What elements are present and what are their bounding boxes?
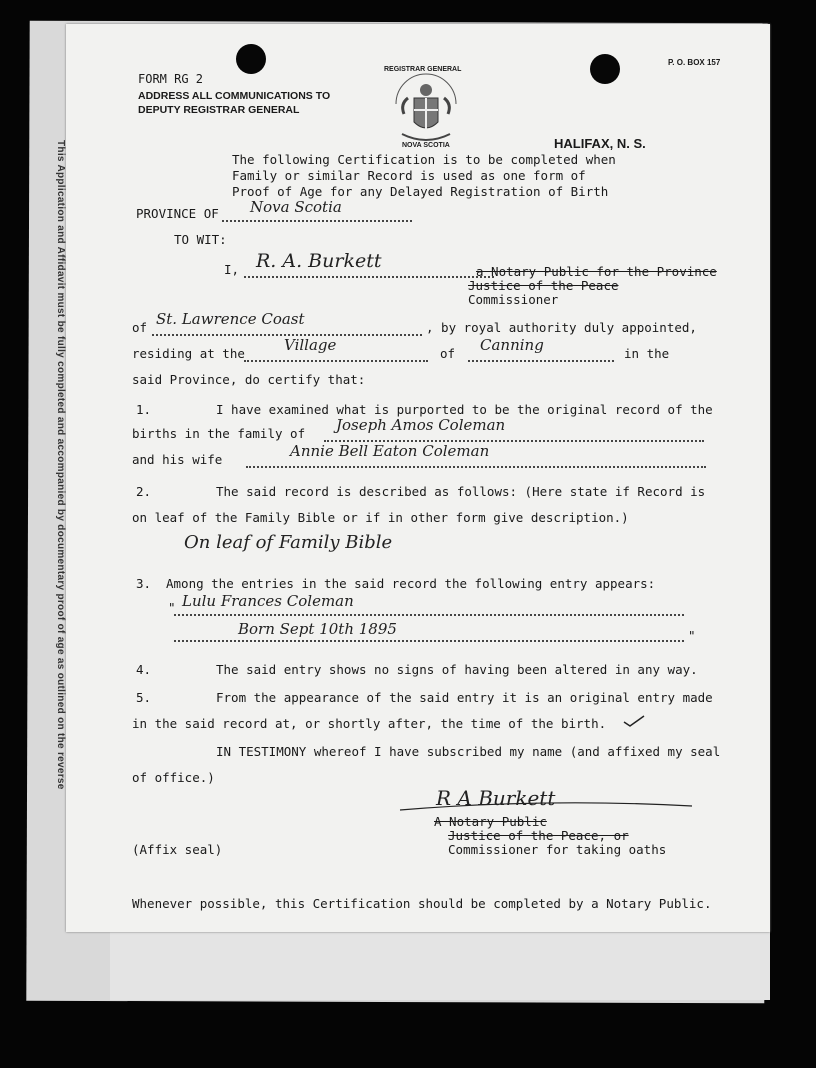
form-number: FORM RG 2 bbox=[138, 72, 204, 86]
appointed-text: , by royal authority duly appointed, bbox=[426, 320, 697, 335]
testimony-line-2: of office.) bbox=[132, 770, 215, 785]
province-value[interactable]: Nova Scotia bbox=[250, 198, 342, 216]
official-name[interactable]: R. A. Burkett bbox=[256, 250, 382, 272]
affix-seal-label: (Affix seal) bbox=[132, 842, 223, 857]
entry-dotted-line-1 bbox=[174, 614, 684, 616]
address-line-2: DEPUTY REGISTRAR GENERAL bbox=[138, 104, 300, 116]
county-value[interactable]: St. Lawrence Coast bbox=[156, 310, 305, 328]
item-2-line-1: The said record is described as follows: (Here state if Record is bbox=[216, 484, 706, 499]
province-dotted-line bbox=[222, 220, 412, 222]
signature[interactable]: R A Burkett bbox=[436, 786, 556, 810]
residence-dotted-line bbox=[244, 360, 428, 362]
certify-text: said Province, do certify that: bbox=[132, 372, 366, 387]
nova-scotia-seal-icon bbox=[390, 64, 462, 154]
wife-label: and his wife bbox=[132, 452, 223, 467]
item-5-line-1: From the appearance of the said entry it is an original entry made bbox=[216, 690, 713, 705]
item-4-text: The said entry shows no signs of having been altered in any way. bbox=[216, 662, 698, 677]
item-3-line-1: Among the entries in the said record the following entry appears: bbox=[166, 576, 656, 591]
official-dotted-line bbox=[244, 276, 494, 278]
entry-dotted-line-2 bbox=[174, 640, 684, 642]
residence-place[interactable]: Village bbox=[284, 336, 337, 354]
item-2-line-2: on leaf of the Family Bible or if in other form give description.) bbox=[132, 510, 629, 525]
record-description[interactable]: On leaf of Family Bible bbox=[184, 532, 393, 553]
signature-justice: Justice of the Peace, or bbox=[448, 828, 629, 843]
item-3-number: 3. bbox=[136, 576, 152, 591]
town-dotted-line bbox=[468, 360, 614, 362]
intro-line-3: Proof of Age for any Delayed Registration of Birth bbox=[232, 184, 609, 199]
to-wit-label: TO WIT: bbox=[174, 232, 227, 247]
item-1-number: 1. bbox=[136, 402, 152, 417]
item-5-number: 5. bbox=[136, 690, 152, 705]
po-box: P. O. BOX 157 bbox=[668, 58, 721, 67]
intro-line-2: Family or similar Record is used as one form of bbox=[232, 168, 586, 183]
close-quote: " bbox=[688, 628, 696, 643]
title-commissioner: Commissioner bbox=[468, 292, 559, 307]
intro-line-1: The following Certification is to be completed when bbox=[232, 152, 616, 167]
certification-form bbox=[66, 24, 770, 932]
item-2-number: 2. bbox=[136, 484, 152, 499]
backing-document-strip bbox=[110, 920, 770, 1000]
testimony-line-1: IN TESTIMONY whereof I have subscribed my name (and affixed my seal bbox=[216, 744, 721, 759]
seal-caption-bottom: NOVA SCOTIA bbox=[402, 142, 450, 149]
item-1-line-2: births in the family of bbox=[132, 426, 306, 441]
title-justice: Justice of the Peace bbox=[468, 278, 619, 293]
address-line-1: ADDRESS ALL COMMUNICATIONS TO bbox=[138, 90, 331, 102]
of-label: of bbox=[132, 320, 148, 335]
punch-hole-right bbox=[590, 54, 620, 84]
punch-hole-left bbox=[236, 44, 266, 74]
check-mark-icon bbox=[622, 714, 646, 728]
father-name[interactable]: Joseph Amos Coleman bbox=[336, 416, 506, 434]
open-quote: " bbox=[168, 600, 176, 615]
city-label: HALIFAX, N. S. bbox=[554, 136, 646, 151]
entry-line-1[interactable]: Lulu Frances Coleman bbox=[182, 592, 354, 610]
entry-line-2[interactable]: Born Sept 10th 1895 bbox=[238, 620, 397, 638]
province-label: PROVINCE OF bbox=[136, 206, 219, 221]
signature-flourish bbox=[396, 794, 696, 816]
title-notary: a Notary Public for the Province bbox=[476, 264, 717, 279]
i-label: I, bbox=[224, 262, 240, 277]
item-1-line-1: I have examined what is purported to be the original record of the bbox=[216, 402, 713, 417]
residing-label: residing at the bbox=[132, 346, 245, 361]
signature-notary: A Notary Public bbox=[434, 814, 547, 829]
seal-caption-top: REGISTRAR GENERAL bbox=[384, 66, 462, 73]
footer-note: Whenever possible, this Certification should be completed by a Notary Public. bbox=[132, 896, 712, 911]
mother-name[interactable]: Annie Bell Eaton Coleman bbox=[290, 442, 490, 460]
item-5-line-2: in the said record at, or shortly after, the time of the birth. bbox=[132, 716, 607, 731]
of-label-2: of bbox=[440, 346, 456, 361]
in-the-text: in the bbox=[624, 346, 670, 361]
side-instruction-text: This Application and Affidavit must be fully completed and accompanied by documentary proof of age as outlined on the reverse bbox=[55, 140, 66, 790]
residence-town[interactable]: Canning bbox=[480, 336, 544, 354]
item-4-number: 4. bbox=[136, 662, 152, 677]
signature-commissioner: Commissioner for taking oaths bbox=[448, 842, 667, 857]
mother-dotted-line bbox=[246, 466, 706, 468]
